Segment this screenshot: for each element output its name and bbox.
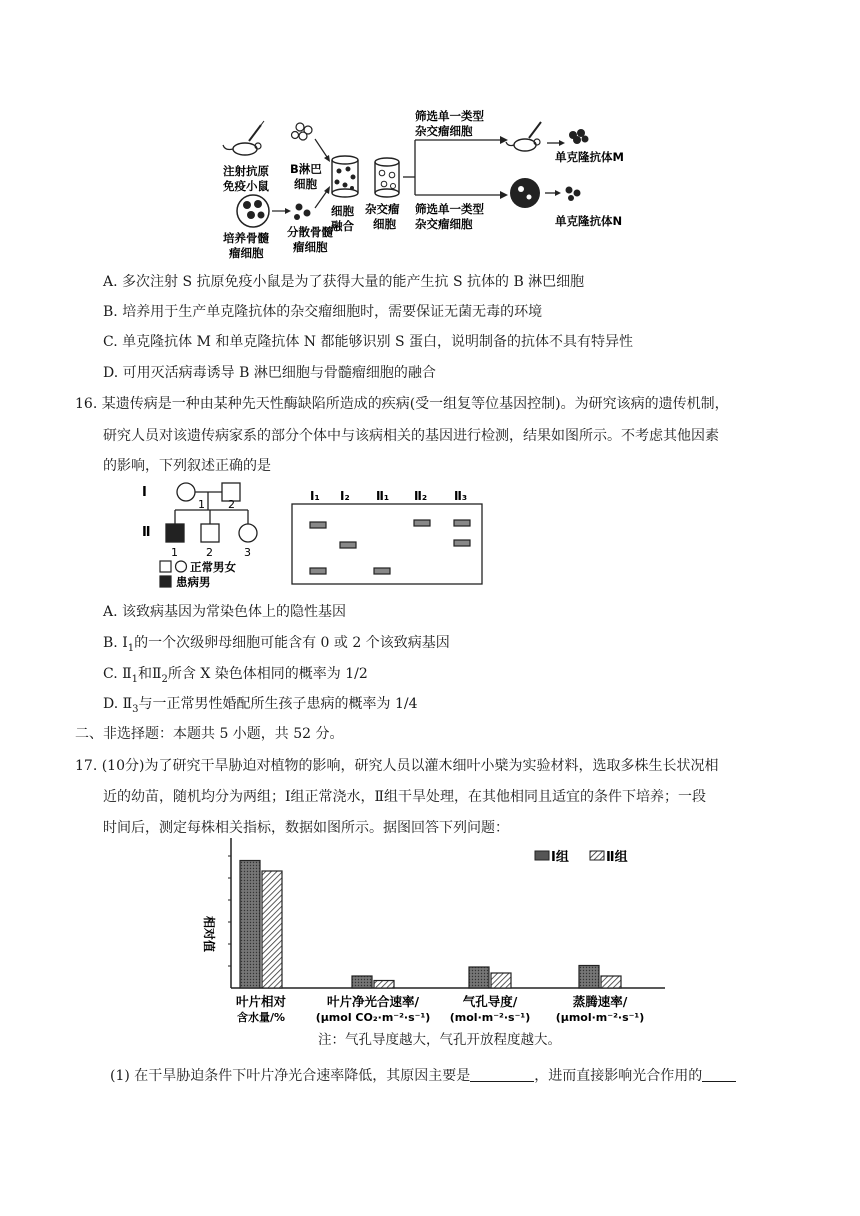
screen-bottom-label-2: 杂交瘤细胞 [415,217,473,231]
gel-band [374,568,390,574]
ii3-number: 3 [244,546,251,559]
inject-label-2: 免疫小鼠 [223,179,269,193]
gel-band [310,568,326,574]
lane-label-3: Ⅱ₁ [376,489,390,503]
mouse-syringe-icon [223,121,264,155]
bar-group-1 [352,976,372,988]
q15-option-b: B. 培养用于生产单克隆抗体的杂交瘤细胞时，需要保证无菌无毒的环境 [103,304,543,320]
q17-stem-line-1: 17. (10分)为了研究干旱胁迫对植物的影响，研究人员以灌木细叶小檗为实验材料，选取多株生长状况相 [75,758,719,774]
legend-normal-female-symbol [176,561,187,572]
q17-bar-chart [195,834,670,1034]
lane-label-5: Ⅱ₃ [454,489,468,503]
category-label: 蒸腾速率/ [572,994,628,1009]
bar-group-1 [240,861,260,989]
legend-affected-label: 患病男 [176,575,211,589]
q17-stem-line-2: 近的幼苗，随机均分为两组；Ⅰ组正常浇水，Ⅱ组干旱处理，在其他相同且适宜的条件下培养；一段 [103,789,707,805]
antibody-n-cluster-icon [566,187,581,202]
category-label: 含水量/% [236,1011,286,1024]
affected-male-ii1-symbol [166,524,184,542]
legend-label-group-2: Ⅱ组 [606,850,628,865]
chart-legend [535,849,628,865]
gel-band [310,522,326,528]
category-label: (μmol·m⁻²·s⁻¹) [555,1011,645,1024]
gel-band [454,520,470,526]
legend-normal-label: 正常男女 [190,560,236,574]
ii1-number: 1 [171,546,178,559]
gel-band [414,520,430,526]
category-label: (mol·m⁻²·s⁻¹) [449,1011,531,1024]
lane-label-1: Ⅰ₁ [310,489,320,503]
q17-sub-question-1: (1) 在干旱胁迫条件下叶片净光合速率降低，其原因主要是 ，进而直接影响光合作用的 [110,1066,736,1086]
category-label: 气孔导度/ [462,994,518,1009]
q16-stem-line-1: 16. 某遗传病是一种由某种先天性酶缺陷所造成的疾病(受一组复等位基因控制)。为研究该病的遗传机制， [75,396,729,412]
bar-group-2 [491,973,511,988]
bar-group-1 [469,967,489,988]
legend-normal-male-symbol [160,561,171,572]
legend-swatch-group-2 [590,851,604,860]
pedigree-chart [138,480,278,590]
answer-blank-1[interactable] [470,1067,534,1082]
y-axis-label: 相对值 [202,916,216,953]
antibody-m-cluster-icon [569,129,589,144]
dispersed-myeloma-icon [294,204,311,221]
q16-option-a: A. 该致病基因为常染色体上的隐性基因 [103,604,347,620]
q15-option-a: A. 多次注射 S 抗原免疫小鼠是为了获得大量的能产生抗 S 抗体的 B 淋巴细胞 [103,274,585,290]
category-label: (μmol CO₂·m⁻²·s⁻¹) [315,1011,431,1024]
culture-label-1: 培养骨髓 [223,231,269,245]
category-label: 叶片净光合速率/ [326,994,420,1009]
bar-group-2 [262,871,282,988]
q16-stem-line-3: 的影响，下列叙述正确的是 [103,458,271,474]
mouse-syringe-icon-2 [506,122,541,151]
myeloma-dish-icon [237,195,269,227]
screen-bottom-label-1: 筛选单一类型 [415,202,484,216]
q16-stem-line-2: 研究人员对该遗传病家系的部分个体中与该病相关的基因进行检测，结果如图所示。不考虑其他因素 [103,428,719,444]
antibody-m-label: 单克隆抗体M [555,150,624,164]
culture-dish-icon [510,178,540,208]
monoclonal-antibody-diagram [215,105,675,265]
q15-option-d: D. 可用灭活病毒诱导 B 淋巴细胞与骨髓瘤细胞的融合 [103,365,436,381]
female-ii3-symbol [239,524,257,542]
screen-top-label-2: 杂交瘤细胞 [415,124,473,138]
legend-affected-male-symbol [160,576,171,587]
q16-option-c: C. $Ⅱ_1$和$Ⅱ_2$所含 X 染色体相同的概率为 1/2 [103,666,368,685]
female-i1-symbol [177,483,195,501]
gel-band [340,542,356,548]
gel-band [454,540,470,546]
q16-option-b: B. $Ⅰ_1$的一个次级卵母细胞可能含有 0 或 2 个该致病基因 [103,635,450,654]
bcell-label-1: B淋巴 [290,162,322,176]
fusion-beaker-icon [332,156,358,197]
gel-electrophoresis-chart [288,486,488,588]
section-2-heading: 二、非选择题：本题共 5 小题，共 52 分。 [75,726,344,742]
generation-1-label: Ⅰ [142,485,147,500]
fusion-label-2: 融合 [331,219,354,233]
hybrid-label-2: 细胞 [373,217,396,231]
q15-option-c: C. 单克隆抗体 M 和单克隆抗体 N 都能够识别 S 蛋白，说明制备的抗体不具有特异性 [103,334,633,350]
inject-label-1: 注射抗原 [223,164,269,178]
generation-2-label: Ⅱ [142,525,151,540]
q17-chart-note: 注：气孔导度越大，气孔开放程度越大。 [318,1032,561,1048]
bar-group-2 [601,976,621,988]
legend-swatch-group-1 [535,851,549,860]
q17-stem-line-3: 时间后，测定每株相关指标，数据如图所示。据图回答下列问题： [103,820,509,836]
lane-label-2: Ⅰ₂ [340,489,350,503]
screen-top-label-1: 筛选单一类型 [415,109,484,123]
antibody-n-label: 单克隆抗体N [555,214,623,228]
bar-group-1 [579,966,599,989]
disperse-label-2: 瘤细胞 [293,240,328,254]
i1-number: 1 [198,498,205,511]
q16-option-d: D. $Ⅱ_3$与一正常男性婚配所生孩子患病的概率为 1/4 [103,696,418,715]
hybrid-label-1: 杂交瘤 [365,202,400,216]
fusion-label-1: 细胞 [331,204,354,218]
category-label: 叶片相对 [235,994,287,1009]
male-ii2-symbol [201,524,219,542]
i2-number: 2 [228,498,235,511]
bcell-label-2: 细胞 [294,177,317,191]
b-cell-cluster-icon [292,123,313,140]
answer-blank-2[interactable] [702,1067,736,1082]
ii2-number: 2 [206,546,213,559]
disperse-label-1: 分散骨髓 [287,225,333,239]
hybridoma-beaker-icon [375,158,399,197]
legend-label-group-1: Ⅰ组 [551,850,569,865]
bar-group-2 [374,981,394,989]
lane-label-4: Ⅱ₂ [414,489,428,503]
culture-label-2: 瘤细胞 [229,246,264,260]
